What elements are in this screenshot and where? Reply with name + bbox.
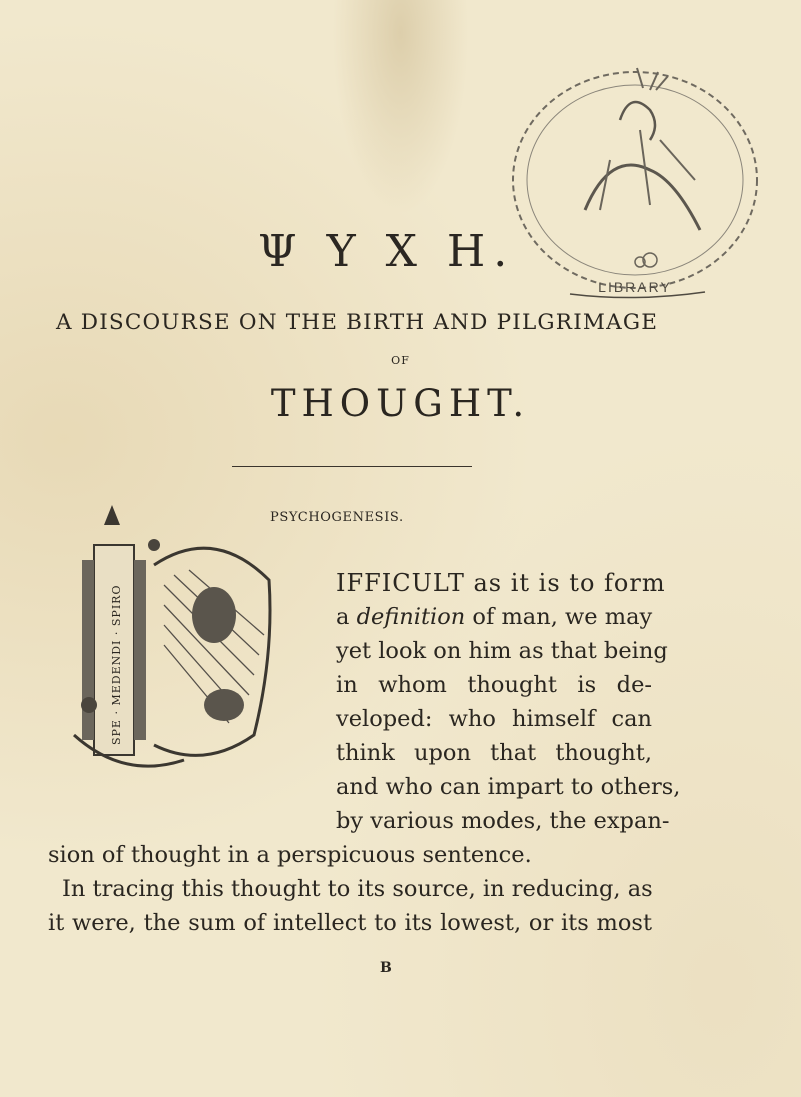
subtitle: A DISCOURSE ON THE BIRTH AND PILGRIMAGE — [56, 310, 659, 335]
greek-title: Ψ Υ Χ Η. — [258, 226, 516, 277]
body-line-1: IFFICULT as it is to form — [336, 569, 666, 597]
body-line-3: yet look on him as that being — [336, 638, 668, 664]
initial-motto: SPE · MEDENDI · SPIRO — [110, 584, 123, 745]
body-line-2: a definition of man, we may — [336, 604, 653, 630]
body-line-10: In tracing this thought to its source, in reducing, as — [62, 876, 653, 902]
of-label: OF — [391, 354, 410, 367]
section-title: PSYCHOGENESIS. — [270, 510, 404, 525]
divider-rule — [232, 466, 472, 467]
body-line-7: and who can impart to others, — [336, 774, 681, 800]
definition-italic: definition — [356, 604, 466, 630]
body-line-5: veloped: who himself can — [336, 706, 652, 732]
body-line-11: it were, the sum of intellect to its lowest, or its most — [48, 910, 652, 936]
body-line-6: think upon that thought, — [336, 740, 652, 766]
library-stamp-text: LIBRARY — [598, 279, 672, 295]
body-line-4: in whom thought is de- — [336, 672, 652, 698]
signature-mark: B — [380, 960, 392, 976]
body-line-8: by various modes, the expan- — [336, 808, 670, 834]
body-line-9: sion of thought in a perspicuous sentence. — [48, 842, 532, 868]
library-seal — [500, 30, 770, 300]
page-title: THOUGHT. — [270, 382, 531, 425]
decorated-initial-ornament — [64, 505, 284, 785]
